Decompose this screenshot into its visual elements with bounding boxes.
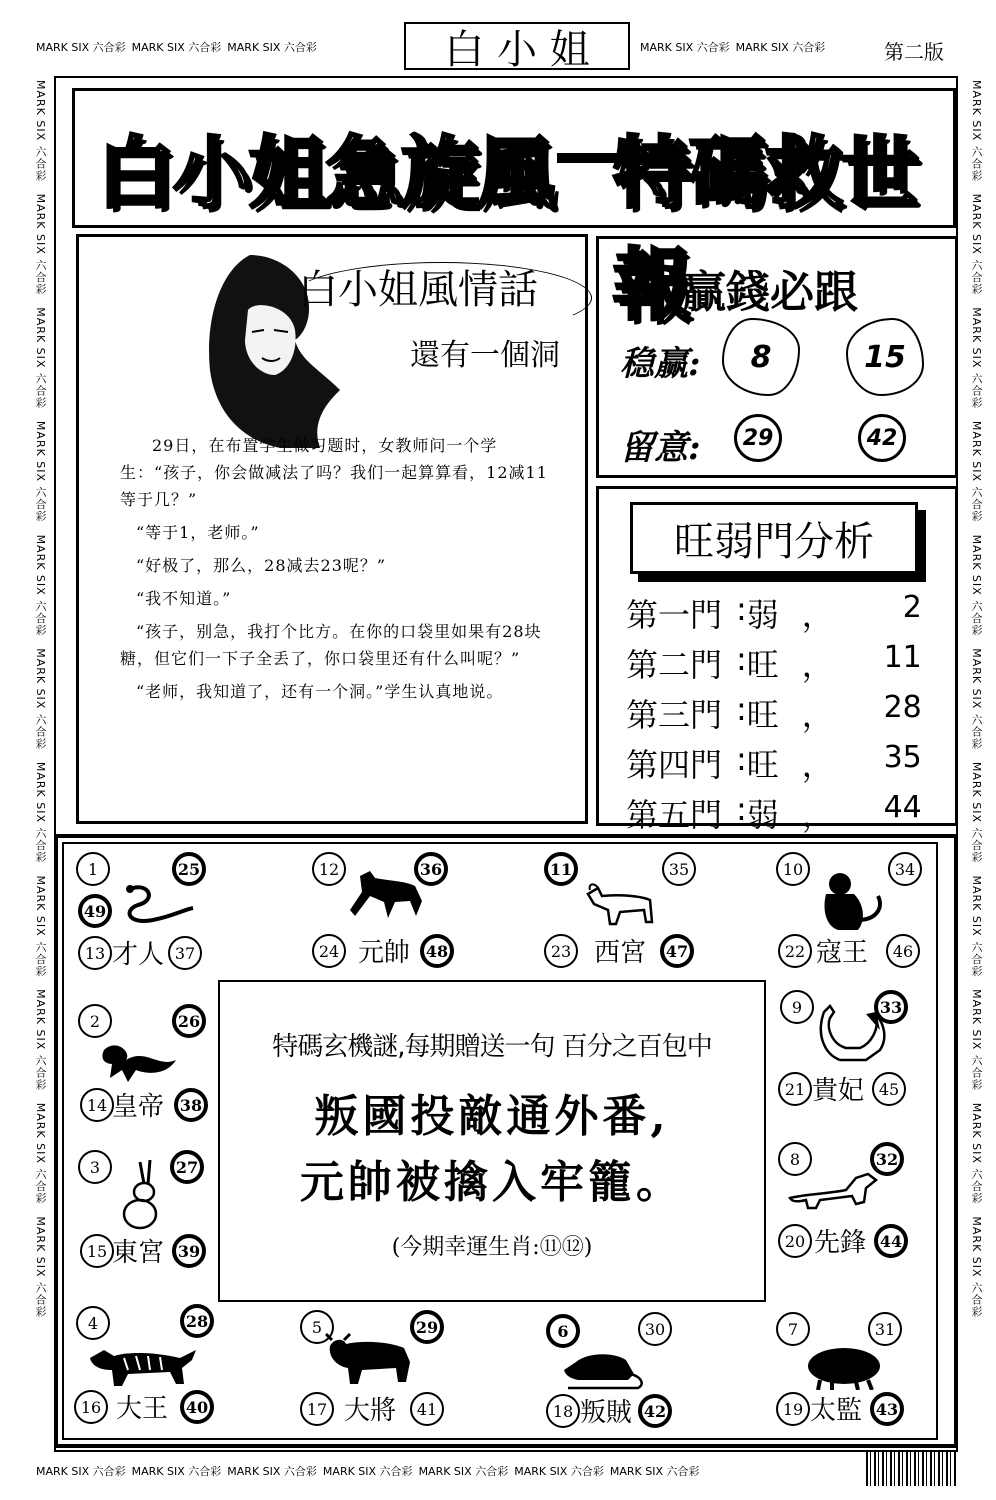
- zodiac-number: 10: [776, 852, 810, 886]
- story-text: [120, 432, 550, 705]
- story-paragraph: “孩子，别急，我打个比方。在你的口袋里如果有28块糖，但它们一下子全丢了，你口袋里还有什么叫呢？”: [120, 622, 542, 668]
- gate-row: 第一門 : 弱 ， 2: [626, 590, 922, 634]
- watermark-text: MARK SIX 六合彩: [227, 41, 317, 54]
- zodiac-number: 47: [660, 934, 694, 968]
- zodiac-number: 43: [870, 1392, 904, 1426]
- top-watermark-strip-right: [640, 38, 878, 56]
- zodiac-number: 5: [300, 1310, 334, 1344]
- lucky-zodiac-note: (今期幸運生肖:⑪⑫): [391, 1235, 593, 1260]
- monkey-icon: [814, 870, 890, 934]
- riddle-verse-line2: 元帥被擒入牢籠。: [300, 1157, 684, 1208]
- zodiac-label: 貴妃: [812, 1076, 865, 1106]
- gate-row: 第三門 : 旺 ， 28: [626, 690, 922, 734]
- rat-icon: [558, 1340, 648, 1390]
- bottom-watermark-strip: MARK SIX 六合彩 MARK SIX 六合彩 MARK SIX 六合彩 MARK SIX 六合彩 MARK SIX 六合彩 MARK SIX 六合彩 MARK SIX 六合彩: [36, 1465, 700, 1478]
- zodiac-number: 45: [872, 1072, 906, 1106]
- zodiac-label: 大王: [116, 1394, 169, 1424]
- zodiac-number: 30: [638, 1312, 672, 1346]
- zodiac-number: 27: [170, 1150, 204, 1184]
- zodiac-number: 11: [544, 852, 578, 886]
- watch-label: 留意:: [620, 428, 701, 468]
- riddle-verse-line1: 叛國投敵通外番,: [314, 1091, 670, 1142]
- zodiac-label: 元帥: [358, 938, 411, 968]
- zodiac-number: 42: [638, 1394, 672, 1428]
- gate-row: 第四門 : 旺 ， 35: [626, 740, 922, 784]
- zodiac-label: 才人: [112, 940, 165, 970]
- left-watermark-strip: MARK SIX 六合彩 MARK SIX 六合彩 MARK SIX 六合彩 MARK SIX 六合彩 MARK SIX 六合彩 MARK SIX 六合彩 MARK SIX 六合彩 MARK SIX 六合彩 MARK SIX 六合彩 MARK SIX 六合彩 MARK SIX 六合彩: [34, 80, 47, 1319]
- zodiac-number: 35: [662, 852, 696, 886]
- rooster-icon: [810, 1004, 890, 1068]
- header-title-box: [404, 22, 630, 73]
- zodiac-label: 大將: [344, 1396, 397, 1426]
- horse-icon: [340, 866, 430, 926]
- watermark-text: MARK SIX 六合彩: [735, 41, 826, 54]
- edition-label: 第二版: [884, 40, 944, 64]
- zodiac-number: 12: [312, 852, 346, 886]
- story-paragraph: 29日，在布置学生做习题时，女教师问一个学生：“孩子，你会做减法了吗？我们一起算算看，12减11等于几？”: [120, 436, 548, 509]
- zodiac-number: 29: [410, 1310, 444, 1344]
- ox-icon: [324, 1332, 416, 1388]
- headline-right: 特碼救世報: [613, 129, 918, 331]
- gate-row: 第五門 : 弱 ， 44: [626, 790, 922, 834]
- watermark-text: MARK SIX 六合彩: [640, 41, 730, 54]
- zodiac-number: 22: [778, 934, 812, 968]
- zodiac-number: 7: [776, 1312, 810, 1346]
- zodiac-number: 24: [312, 934, 346, 968]
- zodiac-label: 東宮: [112, 1238, 165, 1268]
- story-paragraph: “老师，我知道了，还有一个洞。”学生认真地说。: [136, 682, 504, 701]
- goat-icon: [580, 882, 660, 930]
- dragon-icon: [96, 1030, 186, 1084]
- zodiac-label: 皇帝: [112, 1092, 165, 1122]
- zodiac-number: 4: [76, 1306, 110, 1340]
- zodiac-number: 19: [776, 1392, 810, 1426]
- stable-label: 稳赢:: [620, 344, 701, 384]
- zodiac-number: 48: [420, 934, 454, 968]
- right-watermark-strip: MARK SIX 六合彩 MARK SIX 六合彩 MARK SIX 六合彩 MARK SIX 六合彩 MARK SIX 六合彩 MARK SIX 六合彩 MARK SIX 六合彩 MARK SIX 六合彩 MARK SIX 六合彩 MARK SIX 六合彩 MARK SIX 六合彩: [970, 80, 983, 1319]
- stable-number-1: 8: [722, 318, 800, 396]
- zodiac-number: 37: [168, 936, 202, 970]
- zodiac-number: 8: [778, 1142, 812, 1176]
- zodiac-number: 21: [778, 1072, 812, 1106]
- top-watermark-strip: [36, 38, 396, 56]
- zodiac-number: 23: [544, 934, 578, 968]
- zodiac-label: 太監: [810, 1396, 863, 1426]
- riddle-intro: 特碼玄機謎,每期贈送一句 百分之百包中: [272, 1032, 712, 1062]
- win-box-title: 贏錢必跟: [682, 267, 858, 318]
- riddle-box: [218, 980, 766, 1302]
- zodiac-number: 17: [300, 1392, 334, 1426]
- zodiac-number: 36: [414, 852, 448, 886]
- dog-icon: [786, 1164, 882, 1212]
- story-paragraph: “我不知道。”: [136, 589, 232, 608]
- story-subtitle: 還有一個洞: [410, 338, 560, 373]
- zodiac-number: 32: [870, 1142, 904, 1176]
- zodiac-number: 3: [78, 1150, 112, 1184]
- zodiac-number: 46: [886, 934, 920, 968]
- zodiac-number: 49: [78, 894, 112, 928]
- zodiac-number: 15: [80, 1234, 114, 1268]
- watch-number-1: 29: [734, 414, 782, 462]
- zodiac-label: 西宮: [594, 938, 647, 968]
- story-paragraph: “等于1，老师。”: [136, 523, 260, 542]
- zodiac-label: 叛賊: [580, 1398, 633, 1428]
- zodiac-number: 31: [868, 1312, 902, 1346]
- zodiac-number: 2: [78, 1004, 112, 1038]
- page-title: 白 小 姐: [444, 26, 590, 73]
- snake-icon: [118, 880, 198, 930]
- zodiac-number: 26: [172, 1004, 206, 1038]
- gate-row: 第二門 : 旺 ， 11: [626, 640, 922, 684]
- zodiac-number: 1: [76, 852, 110, 886]
- zodiac-number: 18: [546, 1394, 580, 1428]
- zodiac-number: 9: [780, 990, 814, 1024]
- zodiac-label: 寇王: [816, 938, 869, 968]
- zodiac-number: 28: [180, 1304, 214, 1338]
- zodiac-label: 先鋒: [814, 1228, 867, 1258]
- watermark-text: MARK SIX 六合彩: [36, 41, 126, 54]
- zodiac-number: 39: [172, 1234, 206, 1268]
- zodiac-number: 40: [180, 1390, 214, 1424]
- barcode: [866, 1452, 956, 1486]
- zodiac-number: 13: [78, 936, 112, 970]
- story-paragraph: “好极了，那么，28减去23呢？”: [136, 556, 387, 575]
- pig-icon: [800, 1342, 884, 1390]
- zodiac-number: 34: [888, 852, 922, 886]
- headline-left: 白小姐急旋風: [97, 129, 554, 219]
- zodiac-number: 38: [174, 1088, 208, 1122]
- tiger-icon: [84, 1340, 200, 1388]
- watch-number-2: 42: [858, 414, 906, 462]
- stable-number-2: 15: [846, 318, 924, 396]
- story-title-underline: [290, 262, 592, 334]
- rabbit-icon: [110, 1158, 170, 1232]
- zodiac-number: 16: [74, 1390, 108, 1424]
- watermark-text: MARK SIX 六合彩: [131, 41, 222, 54]
- story-title: 白小姐風情話: [298, 267, 538, 313]
- zodiac-number: 6: [546, 1314, 580, 1348]
- gates-title-box: [630, 502, 918, 574]
- gates-title: 旺弱門分析: [674, 518, 874, 565]
- zodiac-number: 33: [874, 990, 908, 1024]
- zodiac-number: 14: [80, 1088, 114, 1122]
- zodiac-number: 20: [778, 1224, 812, 1258]
- zodiac-number: 41: [410, 1392, 444, 1426]
- zodiac-number: 44: [874, 1224, 908, 1258]
- zodiac-number: 25: [172, 852, 206, 886]
